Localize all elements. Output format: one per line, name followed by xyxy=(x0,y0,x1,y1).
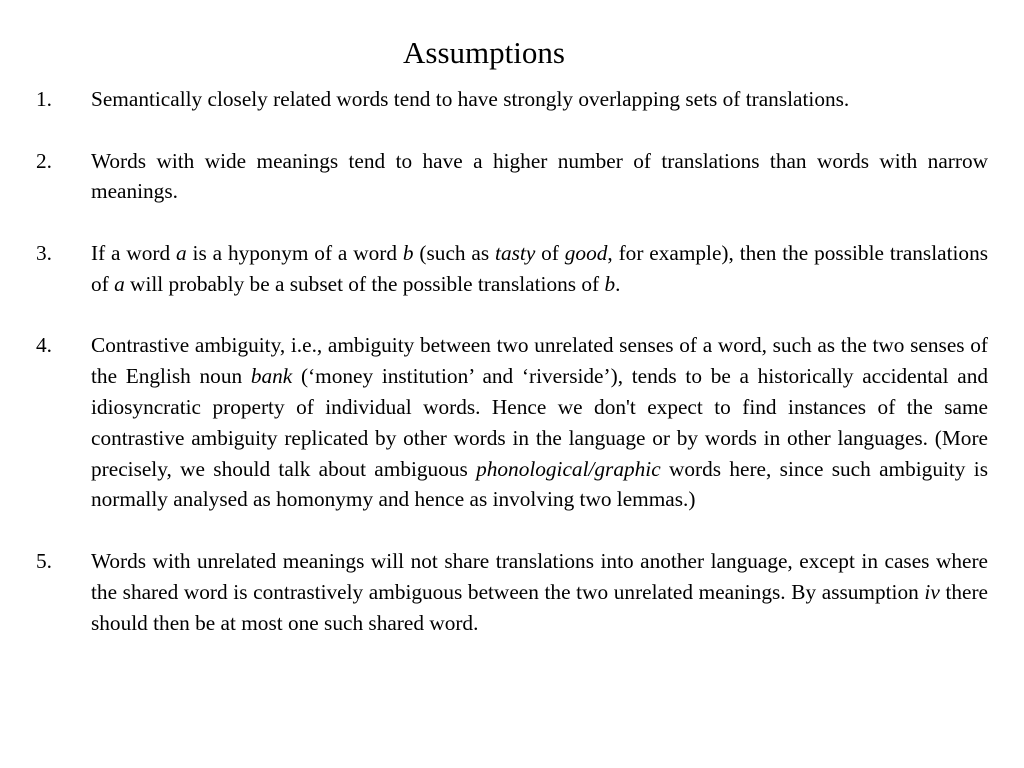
italic-term: good xyxy=(564,240,608,265)
text-run: of xyxy=(535,240,565,265)
italic-term: a xyxy=(114,271,125,296)
text-run: If a word xyxy=(91,240,177,265)
text-run: words here, since such ambiguity is normally analysed as homonymy and hence as involving two lemmas.) xyxy=(91,456,988,512)
text-run: (‘money institution’ and ‘riverside’), tends to be a historically accidental and idiosyncratic property of individual words. Hence we don't expect to find instances of the same contrastive ambiguity replicated by other words in the language or by words in other languages. (More precisely, we should talk about ambiguous xyxy=(91,364,988,481)
text-run: Semantically closely related words tend to have strongly overlapping sets of translations. xyxy=(91,87,850,111)
text-run: is a hyponym of a word xyxy=(186,240,403,265)
assumption-text xyxy=(91,546,988,638)
italic-term: phonological/graphic xyxy=(476,456,661,481)
text-run: (such as xyxy=(413,240,496,265)
assumption-item xyxy=(36,84,988,115)
italic-term: b xyxy=(604,271,616,296)
assumption-number: 3. xyxy=(36,240,52,265)
text-run: Words with unrelated meanings will not share translations into another language, except in cases where the shared word is contrastively ambiguous between the two unrelated meanings. By assumption xyxy=(91,548,988,604)
italic-term: bank xyxy=(250,364,293,389)
assumption-list xyxy=(36,84,988,669)
italic-term: b xyxy=(402,240,414,265)
text-run: , for example), then the possible translations of xyxy=(91,240,989,296)
assumption-number: 5. xyxy=(36,548,52,573)
italic-term: iv xyxy=(924,579,940,604)
assumption-text xyxy=(91,84,988,115)
assumption-number: 1. xyxy=(36,87,52,111)
assumption-item xyxy=(36,546,988,638)
assumption-item xyxy=(36,238,988,300)
assumption-number: 4. xyxy=(36,333,52,358)
assumption-item xyxy=(36,146,988,208)
assumption-text xyxy=(91,330,988,515)
assumption-number: 2. xyxy=(36,148,52,173)
slide-title: Assumptions xyxy=(403,35,565,70)
italic-term: a xyxy=(176,240,187,265)
assumption-item xyxy=(36,330,988,515)
italic-term: tasty xyxy=(495,240,536,265)
text-run: there should then be at most one such shared word. xyxy=(91,579,989,635)
text-run: Contrastive ambiguity, i.e., ambiguity between two unrelated senses of a word, such as the two senses of the English noun xyxy=(91,333,988,389)
assumption-text xyxy=(91,146,988,208)
text-run: Words with wide meanings tend to have a higher number of translations than words with narrow meanings. xyxy=(91,148,988,204)
text-run: will probably be a subset of the possible translations of xyxy=(124,271,605,296)
assumption-text xyxy=(91,238,988,300)
text-run: . xyxy=(615,271,621,296)
